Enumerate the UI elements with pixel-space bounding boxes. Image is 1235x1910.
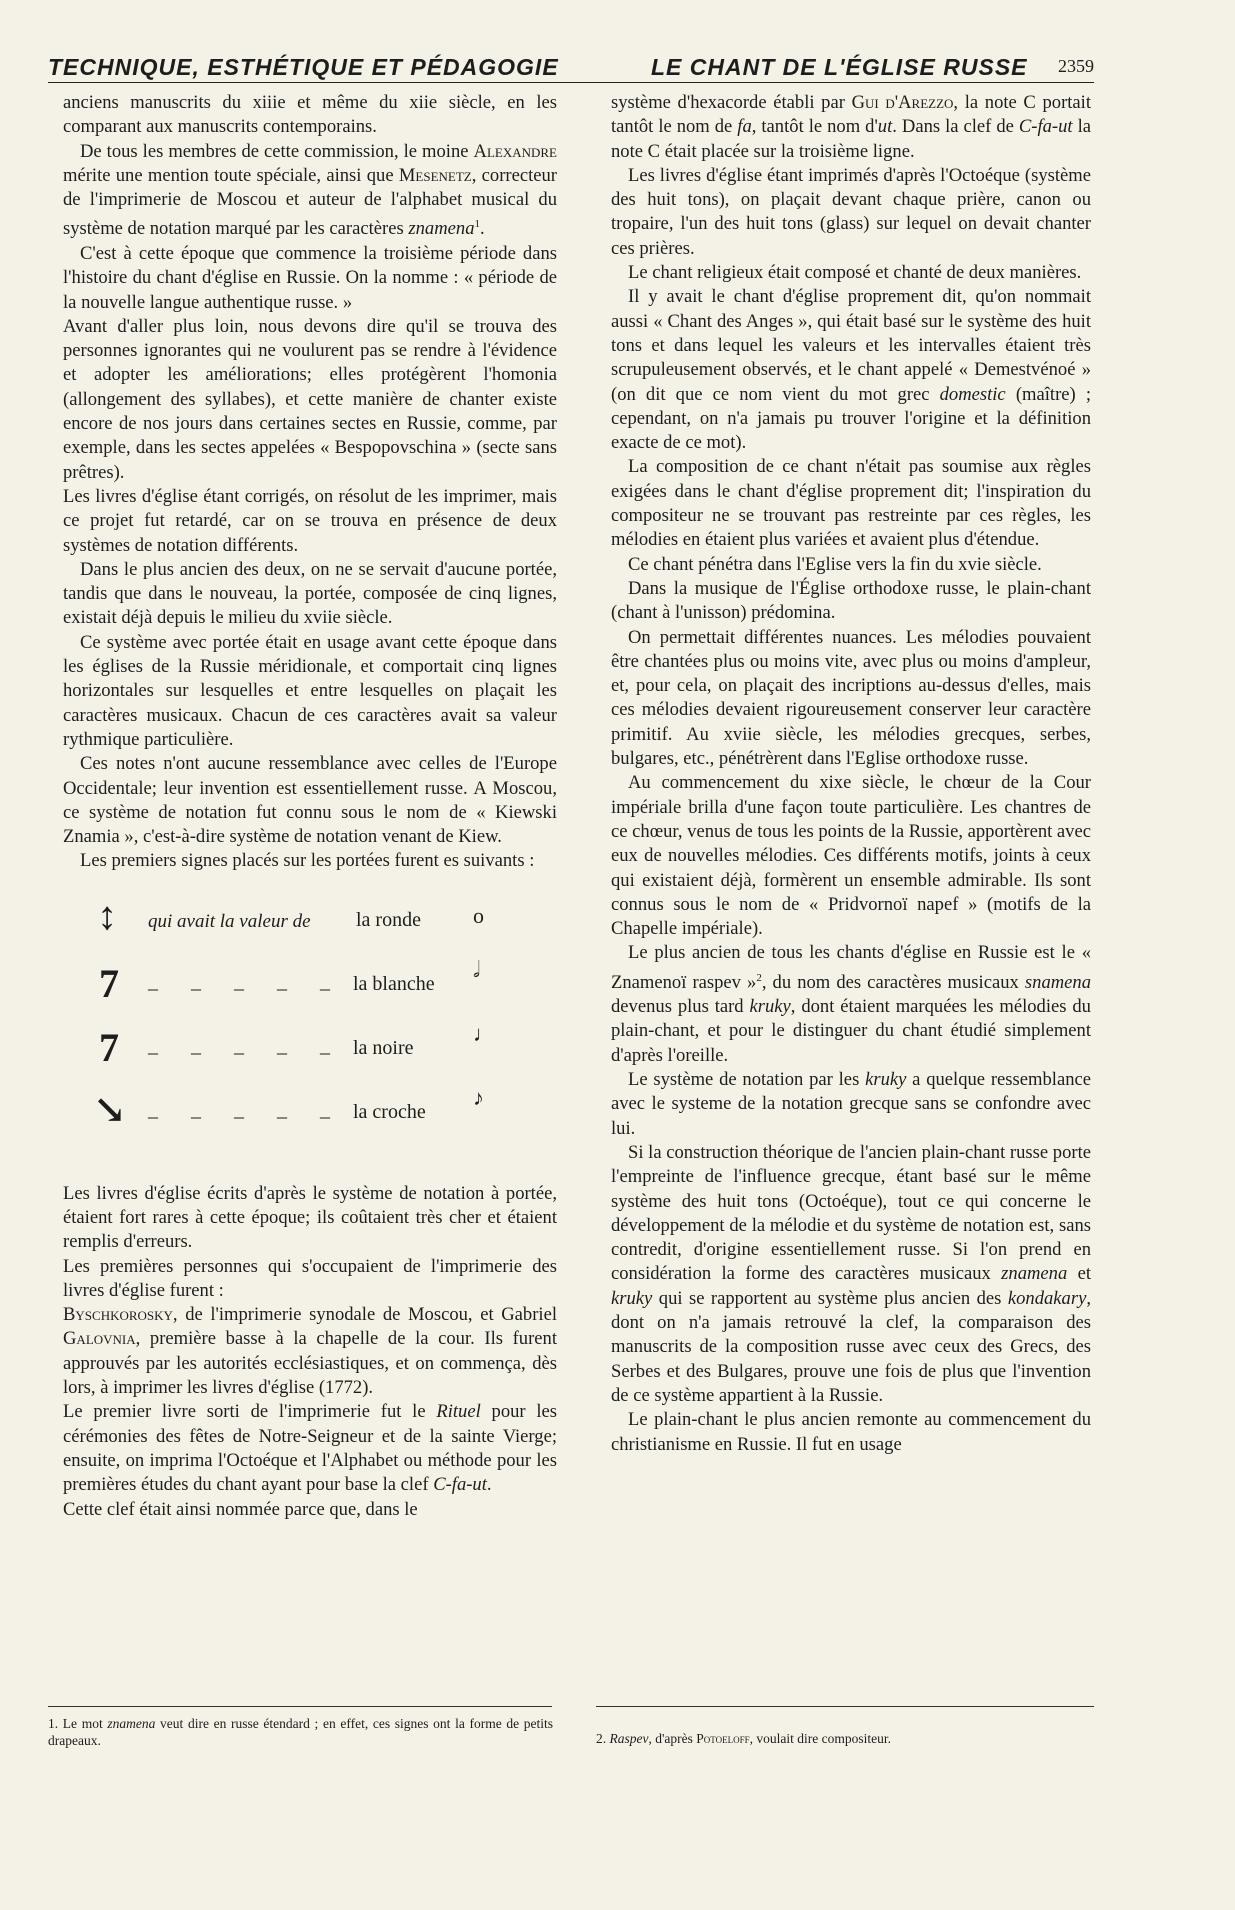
paragraph: Au commencement du xixe siècle, le chœur de la Cour impériale brilla d'une façon toute particulière. Les chantres de ce chœur, venus de tous les points de la Russie, apportèrent avec eux de nouvelles mélodies. Ces différents motifs, joints à ceux qui existaient déjà, formèrent un ensemble admirable. Ils sont connus sous le nom de « Pridvornoï napef » (motifs de la Chapelle impériale).: [611, 772, 1091, 940]
note-lead-text: qui avait la valeur de: [148, 910, 311, 932]
paragraph: Le plus ancien de tous les chants d'église en Russie est le « Znamenoï raspev »$^2$, du nom des caractères musicaux snamena devenus plus tard kruky, dont étaient marquées les mélodies du plain-chant, et pour le distinguer du chant étudié simplement d'après l'oreille.: [611, 942, 1092, 1066]
person-name: Galovnia: [63, 1328, 136, 1350]
term: domestic: [939, 383, 1006, 405]
note-row-ronde: [63, 892, 557, 954]
paragraph: C'est à cette époque que commence la troisième période dans l'histoire du chant d'église en Russie. On la nomme : « période de la nouvelle langue authentique russe. »: [63, 242, 557, 313]
footnote-1: 1. Le mot znamena veut dire en russe étendard ; en effet, ces signes ont la forme de petits drapeaux.: [48, 1716, 554, 1748]
kiewski-sign-icon: ↕: [97, 892, 117, 938]
footnote-2: 2. Raspev, d'après Potoeloff, voulait dire compositeur.: [596, 1731, 891, 1746]
paragraph: Avant d'aller plus loin, nous devons dire qu'il se trouva des personnes ignorantes qui ne voulurent pas se rendre à l'évidence et adopter les améliorations; elles protégèrent l'homonia (allongement des syllabes), et cette manière de chanter existe encore de nos jours dans certaines sectes en Russie, comme, par exemple, dans les sectes appelées « Bespopovschina » (secte sans prêtres).: [63, 315, 557, 483]
paragraph: Le système de notation par les kruky a quelque ressemblance avec le systeme de la notation grecque sans se confondre avec lui.: [611, 1069, 1091, 1139]
paragraph: Cette clef était ainsi nommée parce que, dans le: [63, 1498, 418, 1520]
person-name: Byschkorosky: [63, 1304, 173, 1326]
term: C-fa-ut: [433, 1474, 487, 1496]
note-row-blanche: [63, 956, 557, 1018]
kiewski-sign-icon: 7: [99, 1024, 119, 1070]
paragraph: Ce système avec portée était en usage avant cette époque dans les églises de la Russie méridionale, et comportait cinq lignes horizontales sur lesquelles et entre lesquelles on plaçait les caractères musicaux. Chacun de ces caractères avait sa valeur rythmique particulière.: [63, 631, 557, 750]
paragraph: Ce chant pénétra dans l'Eglise vers la fin du xvie siècle.: [628, 553, 1042, 575]
term: znamena: [1001, 1263, 1068, 1285]
paragraph: Les livres d'église étant corrigés, on résolut de les imprimer, mais ce projet fut retardé, car on se trouva en présence de deux systèmes de notation différents.: [63, 485, 557, 556]
footnote-ref: 2: [756, 971, 762, 984]
term: kruky: [749, 996, 791, 1018]
paragraph: Dans le plus ancien des deux, on ne se servait d'aucune portée, tandis que dans le nouveau, la portée, composée de cinq lignes, existait déjà depuis le milieu du xviie siècle.: [63, 558, 557, 629]
eighth-note-icon: ♪: [473, 1084, 484, 1110]
quarter-note-icon: ♩: [473, 1020, 495, 1046]
term: znamena: [408, 218, 475, 240]
note-row-croche: [63, 1084, 557, 1146]
running-header: [48, 54, 1094, 83]
paragraph: Le premier livre sorti de l'imprimerie fut le Rituel pour les cérémonies des fêtes de Notre-Seigneur et de la sainte Vierge; ensuite, on imprima l'Octoéque et l'Alphabet ou méthode pour les premières études du chant ayant pour base la clef C-fa-ut.: [63, 1401, 558, 1496]
paragraph: La composition de ce chant n'était pas soumise aux règles exigées dans le chant d'église proprement dit; l'inspiration du compositeur ne se trouvant pas restreinte par ces règles, les mélodies en étaient plus variées et avaient plus d'étendue.: [611, 456, 1091, 551]
paragraph: anciens manuscrits du xiiie et même du xiie siècle, en les comparant aux manuscrits contemporains.: [63, 92, 557, 138]
paragraph: On permettait différentes nuances. Les mélodies pouvaient être chantées plus ou moins vite, avec plus ou moins d'ampleur, et, pour cela, on plaçait des incriptions au-dessus d'elles, mais ces mélodies devaient rigoureusement conserver leur caractère primitif. Au xviie siècle, les mélodies grecques, serbes, bulgares, etc., pénétrèrent dans l'Eglise orthodoxe russe.: [611, 626, 1091, 770]
leader-dashes: _ _ _ _ _: [148, 970, 344, 993]
term: snamena: [1024, 971, 1092, 993]
paragraph: système d'hexacorde établi par Gui d'Arezzo, la note C portait tantôt le nom de fa, tantôt le nom d'ut. Dans la clef de C-fa-ut la note C était placée sur la troisième ligne.: [611, 92, 1092, 162]
term: Rituel: [436, 1401, 481, 1423]
header-left-title: TECHNIQUE, ESTHÉTIQUE ET PÉDAGOGIE: [48, 54, 559, 80]
kiewski-sign-icon: 7: [99, 960, 119, 1006]
paragraph: De tous les membres de cette commission, le moine Alexandre mérite une mention toute spéciale, ainsi que Mesenetz, correcteur de l'imprimerie de Moscou et auteur de l'alphabet musical du système de notation marqué par les caractères znamena$^1$.: [63, 140, 557, 240]
kiewski-sign-icon: ↘: [93, 1086, 127, 1132]
term: kruky: [865, 1069, 907, 1091]
header-right-title: LE CHANT DE L'ÉGLISE RUSSE: [651, 54, 1028, 80]
note-values-table: [63, 892, 557, 1152]
right-column: [611, 91, 1091, 1457]
whole-note-icon: o: [473, 902, 484, 928]
paragraph: Les livres d'église écrits d'après le système de notation à portée, étaient fort rares à cette époque; ils coûtaient très cher et étaient remplis d'erreurs.: [63, 1182, 557, 1253]
note-label: la noire: [353, 1036, 414, 1059]
note-row-noire: [63, 1020, 557, 1082]
term: kondakary: [1007, 1287, 1087, 1309]
term: kruky: [611, 1287, 653, 1309]
footnote-rule: [48, 1706, 552, 1707]
note-label: la ronde: [356, 908, 421, 931]
paragraph: Les premiers signes placés sur les portées furent es suivants :: [80, 850, 535, 872]
leader-dashes: _ _ _ _ _: [148, 1098, 344, 1121]
paragraph: Dans la musique de l'Église orthodoxe russe, le plain-chant (chant à l'unisson) prédomina.: [611, 577, 1091, 624]
note-label: la blanche: [353, 972, 435, 995]
person-name: Alexandre: [473, 140, 557, 162]
person-name: Mesenetz: [398, 164, 472, 186]
paragraph: Le chant religieux était composé et chanté de deux manières.: [628, 262, 1082, 284]
note-label: la croche: [353, 1100, 426, 1123]
person-name: Gui d'Arezzo: [851, 92, 954, 113]
half-note-icon: 𝅗𝅥: [473, 956, 480, 982]
paragraph: Les premières personnes qui s'occupaient de l'imprimerie des livres d'église furent :: [63, 1255, 557, 1301]
left-column: [63, 91, 557, 1522]
footnote-ref: 1: [474, 218, 480, 231]
paragraph: Il y avait le chant d'église proprement dit, qu'on nommait aussi « Chant des Anges », qui était basé sur le système des huit tons et dans lequel les valeurs et les intervalles étaient très scrupuleusement observés, et le chant appelé « Demestvénoé » (on dit que ce nom vient du mot grec domestic (maître) ; cependant, on n'a jamais pu trouver l'origine et la définition exacte de ce mot).: [611, 286, 1091, 454]
leader-dashes: _ _ _ _ _: [148, 1034, 344, 1057]
paragraph: Byschkorosky, de l'imprimerie synodale de Moscou, et Gabriel Galovnia, première basse à la chapelle de la cour. Ils furent approuvés par les autorités ecclésiastiques, et on commença, dès lors, à imprimer les livres d'église (1772).: [63, 1304, 557, 1399]
paragraph: Ces notes n'ont aucune ressemblance avec celles de l'Europe Occidentale; leur invention est essentiellement russe. A Moscou, ce système de notation fut connu sous le nom de « Kiewski Znamia », c'est-à-dire système de notation venant de Kiew.: [63, 753, 557, 848]
footnote-rule: [596, 1706, 1094, 1707]
paragraph: Le plain-chant le plus ancien remonte au commencement du christianisme en Russie. Il fut en usage: [611, 1409, 1091, 1455]
paragraph: Si la construction théorique de l'ancien plain-chant russe porte l'empreinte de l'influence grecque, étant basé sur le même système des huit tons (Octoéque), tout ce qui concerne le développement de la mélodie et du système de notation est, sans contredit, d'origine essentiellement russe. Si l'on prend en considération la forme des caractères musicaux znamena et kruky qui se rapportent au système plus ancien des kondakary, dont on n'a jamais retrouvé la clef, la comparaison des manuscrits de la composition russe avec ceux des Grecs, des Serbes et des Bulgares, prouve une fois de plus que l'invention de ce système appartient à la Russie.: [611, 1141, 1092, 1406]
paragraph: Les livres d'église étant imprimés d'après l'Octoéque (système des huit tons), on plaçait devant chaque prière, canon ou tropaire, l'un des huit tons (glass) sur lequel on devait chanter ces prières.: [611, 164, 1091, 259]
page-number: 2359: [1058, 56, 1094, 76]
